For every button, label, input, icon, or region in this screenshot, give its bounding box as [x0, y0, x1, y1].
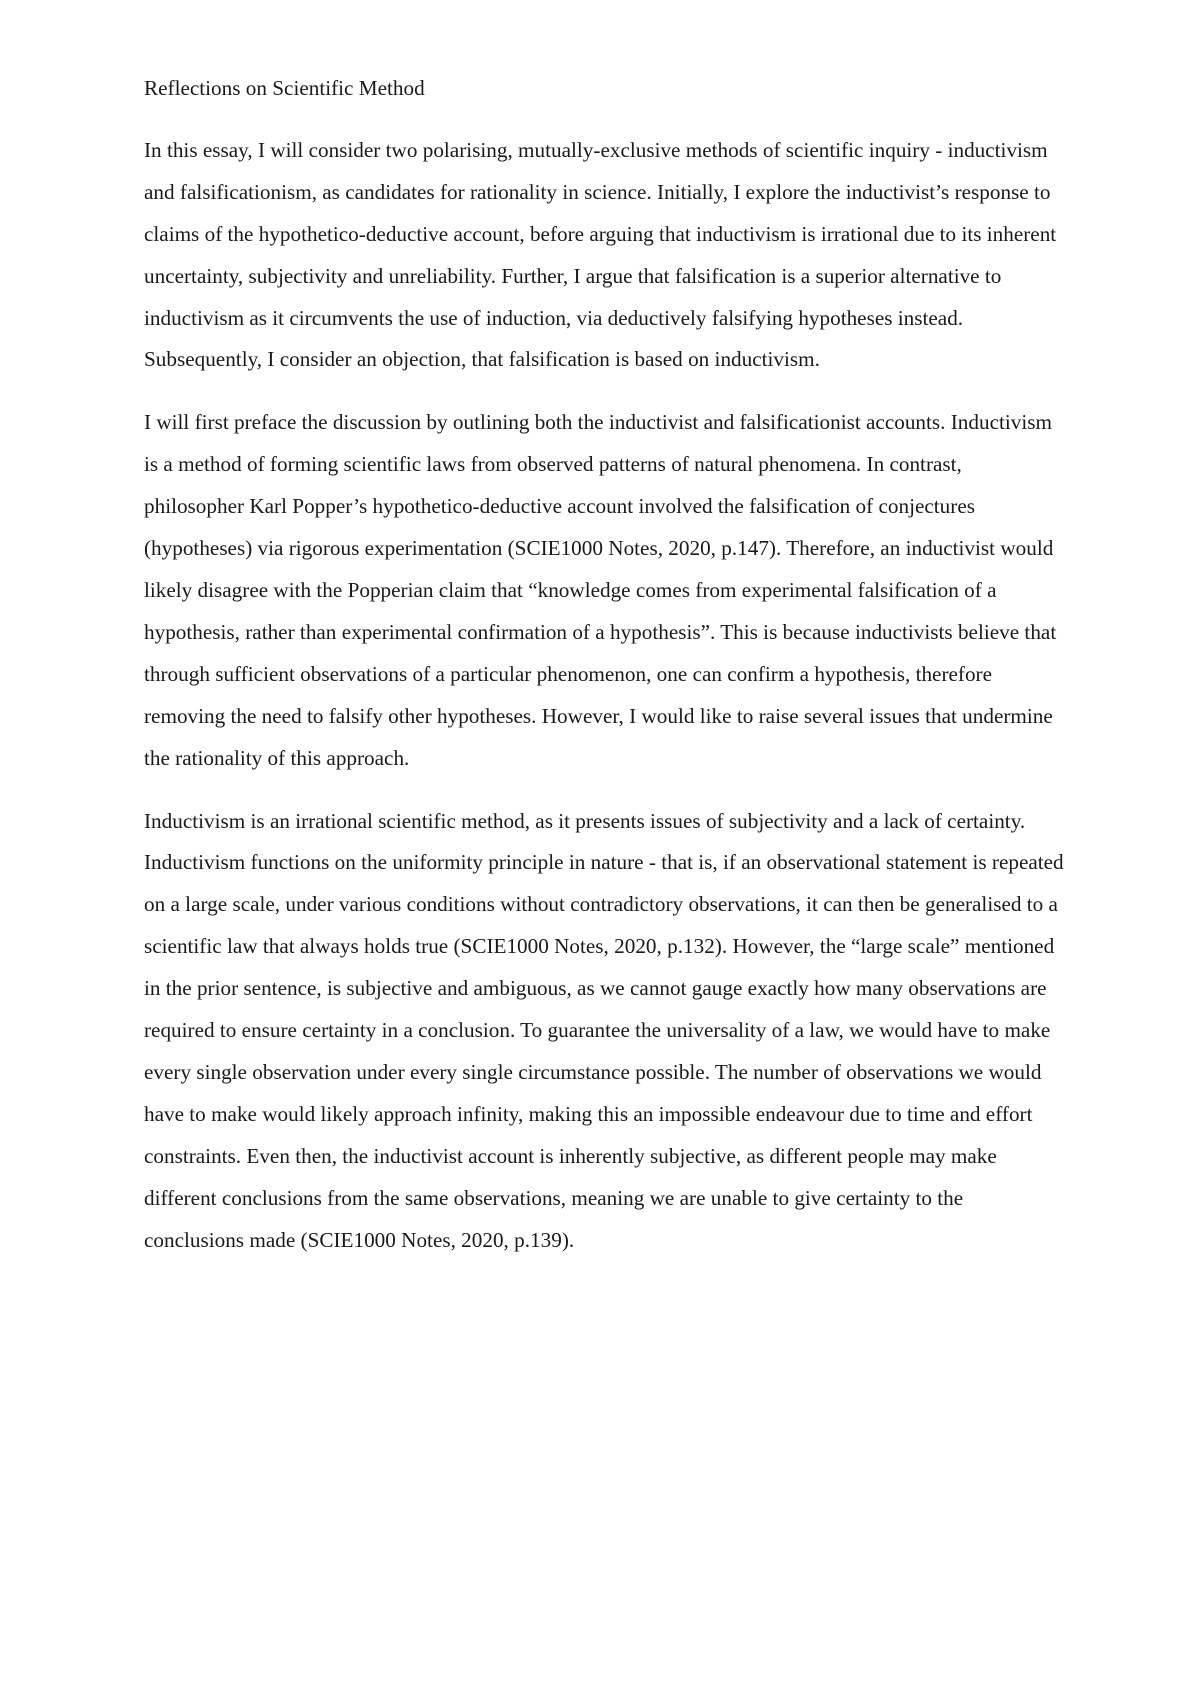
document-title: Reflections on Scientific Method: [144, 76, 425, 100]
paragraph-inductivism-critique: Inductivism is an irrational scientific method, as it presents issues of subjectivity and a lack of certainty. Inductivism functions on the uniformity principle in nature - that is, if an observational statement is repeated on a large scale, under various conditions without contradictory observations, it can then be generalised to a scientific law that always holds true (SCIE1000 Notes, 2020, p.132). However, the “large scale” mentioned in the prior sentence, is subjective and ambiguous, as we cannot gauge exactly how many observations are required to ensure certainty in a conclusion. To guarantee the universality of a law, we would have to make every single observation under every single circumstance possible. The number of observations we would have to make would likely approach infinity, making this an impossible endeavour due to time and effort constraints. Even then, the inductivist account is inherently subjective, as different people may make different conclusions from the same observations, meaning we are unable to give certainty to the conclusions made (SCIE1000 Notes, 2020, p.139).: [144, 808, 1064, 1252]
document-body: [144, 68, 1066, 1282]
paragraph-accounts-overview: I will first preface the discussion by outlining both the inductivist and falsificationist accounts. Inductivism is a method of forming scientific laws from observed patterns of natural phenomena. In contrast, philosopher Karl Popper’s hypothetico-deductive account involved the falsification of conjectures (hypotheses) via rigorous experimentation (SCIE1000 Notes, 2020, p.147). Therefore, an inductivist would likely disagree with the Popperian claim that “knowledge comes from experimental falsification of a hypothesis, rather than experimental confirmation of a hypothesis”. This is because inductivists believe that through sufficient observations of a particular phenomenon, one can confirm a hypothesis, therefore removing the need to falsify other hypotheses. However, I would like to raise several issues that undermine the rationality of this approach.: [144, 410, 1057, 770]
paragraph-introduction: In this essay, I will consider two polarising, mutually-exclusive methods of scientific inquiry - inductivism and falsificationism, as candidates for rationality in science. Initially, I explore the inductivist’s response to claims of the hypothetico-deductive account, before arguing that inductivism is irrational due to its inherent uncertainty, subjectivity and unreliability. Further, I argue that falsification is a superior alternative to inductivism as it circumvents the use of induction, via deductively falsifying hypotheses instead. Subsequently, I consider an objection, that falsification is based on inductivism.: [144, 137, 1057, 372]
